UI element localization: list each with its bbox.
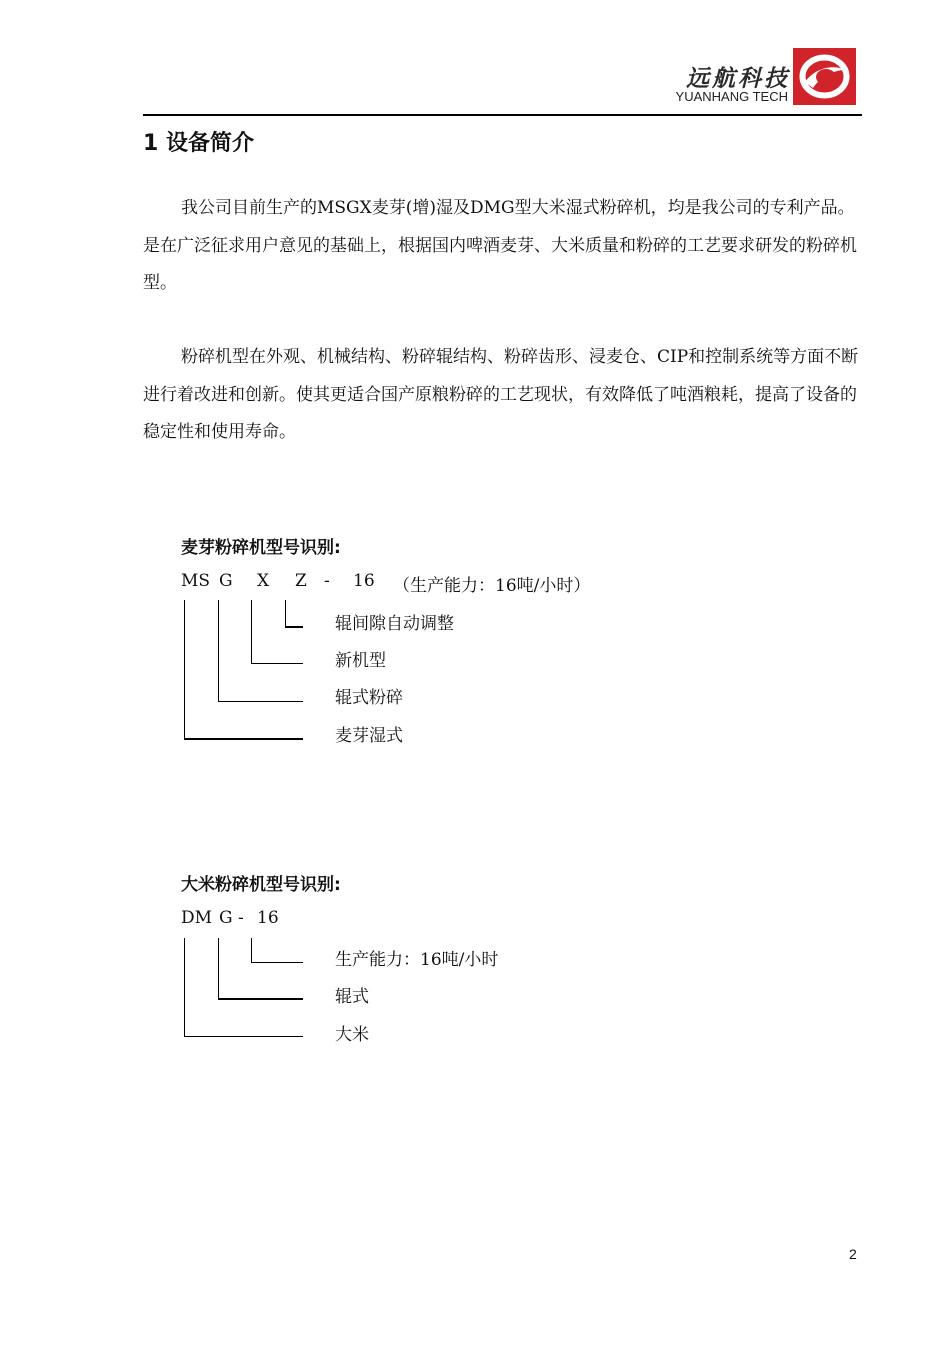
intro-paragraph-2: 粉碎机型在外观、机械结构、粉碎辊结构、粉碎齿形、浸麦仓、CIP和控制系统等方面不断进行着改进和创新。使其更适合国产原粮粉碎的工艺现状，有效降低了吨酒粮耗，提高了设备的稳定性和使用寿命。: [143, 347, 859, 442]
rice-branch-g-vertical: [218, 938, 219, 1000]
malt-branch-ms-horizontal: [184, 738, 303, 740]
malt-code-g: G: [219, 571, 233, 591]
malt-label-malt-wet: 麦芽湿式: [335, 726, 403, 746]
malt-branch-z-horizontal: [285, 626, 303, 628]
rice-model-code: [0, 908, 950, 930]
logo-core: [816, 69, 836, 85]
rice-code-dash: -: [238, 908, 244, 928]
malt-code-z: Z: [295, 571, 307, 591]
company-logo-icon: [793, 48, 856, 105]
page-number: 2: [849, 1246, 857, 1262]
rice-model-title: 大米粉碎机型号识别:: [181, 875, 341, 895]
malt-branch-x-vertical: [251, 600, 252, 664]
malt-branch-g-horizontal: [218, 701, 303, 702]
malt-label-new-model: 新机型: [335, 651, 386, 671]
rice-branch-dm-vertical: [184, 938, 185, 1037]
malt-branch-z-vertical: [285, 600, 286, 627]
rice-label-capacity: 生产能力：16吨/小时: [335, 950, 499, 970]
company-logo-chinese-text: 远航科技: [686, 65, 790, 92]
malt-model-code: [0, 571, 950, 596]
malt-code-16: 16: [353, 571, 375, 591]
malt-branch-g-vertical: [218, 600, 219, 701]
malt-label-gap-adjust: 辊间隙自动调整: [335, 614, 454, 634]
malt-label-roller-crushing: 辊式粉碎: [335, 688, 403, 708]
rice-code-16: 16: [257, 908, 279, 928]
rice-branch-16-horizontal: [251, 962, 303, 963]
header-divider: [143, 114, 862, 116]
rice-code-dm: DM: [181, 908, 213, 928]
malt-code-x: X: [257, 571, 270, 591]
malt-branch-ms-vertical: [184, 600, 185, 739]
malt-code-dash: -: [324, 571, 330, 591]
rice-label-rice: 大米: [335, 1025, 369, 1045]
intro-paragraph-1: 我公司目前生产的MSGX麦芽(增)湿及DMG型大米湿式粉碎机，均是我公司的专利产品。是在广泛征求用户意见的基础上，根据国内啤酒麦芽、大米质量和粉碎的工艺要求研发的粉碎机型。: [143, 198, 857, 293]
rice-branch-g-horizontal: [218, 998, 303, 1000]
rice-branch-dm-horizontal: [184, 1036, 303, 1037]
malt-model-title: 麦芽粉碎机型号识别:: [181, 538, 341, 558]
rice-code-g: G: [219, 908, 233, 928]
malt-code-ms: MS: [181, 571, 211, 591]
malt-branch-x-horizontal: [251, 663, 303, 664]
rice-branch-16-vertical: [251, 938, 252, 963]
malt-code-capacity: （生产能力：16吨/小时）: [393, 576, 591, 596]
rice-label-roller: 辊式: [335, 987, 369, 1007]
section-title: 1 设备简介: [143, 131, 254, 156]
company-logo-english-text: YUANHANG TECH: [675, 89, 788, 104]
